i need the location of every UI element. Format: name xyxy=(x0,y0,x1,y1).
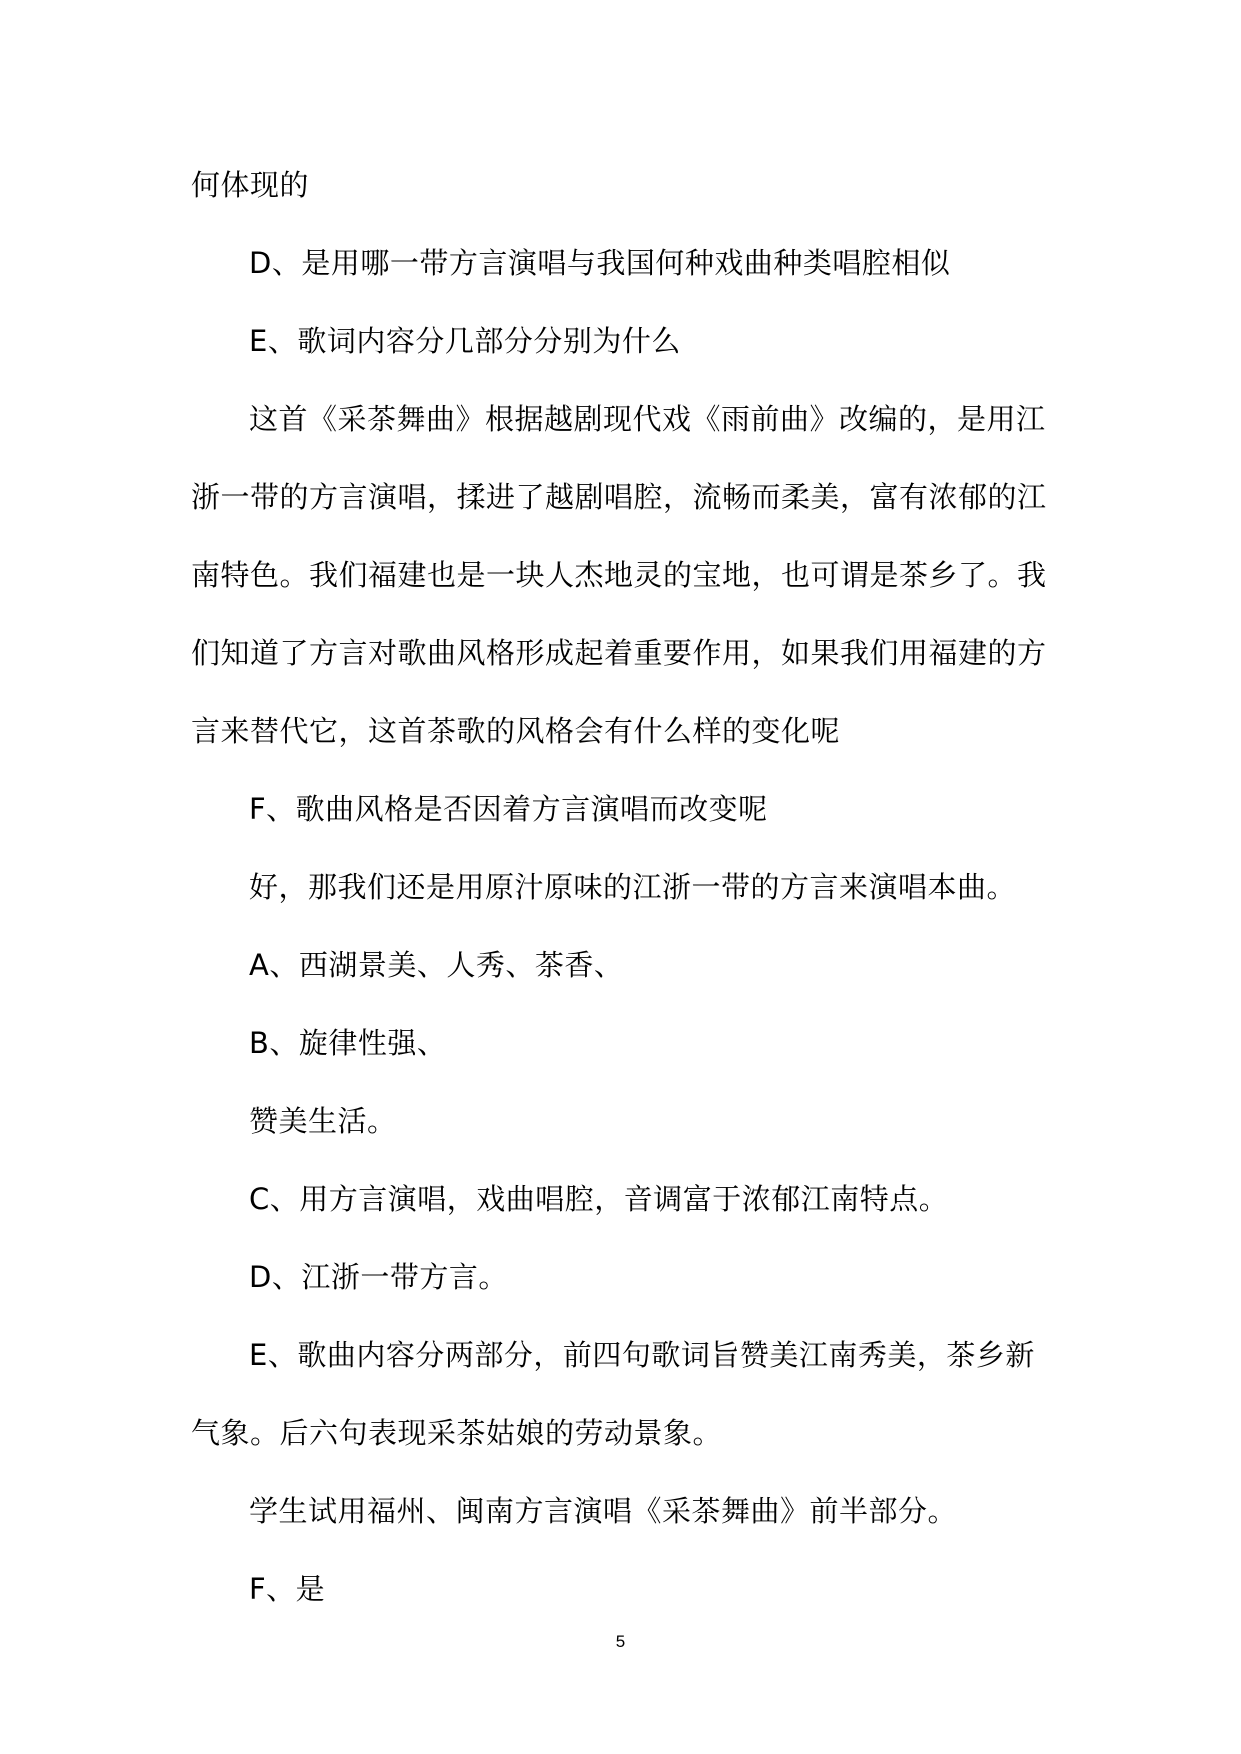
question-d: D、是用哪一带方言演唱与我国何种戏曲种类唱腔相似 xyxy=(249,246,951,280)
answer-e: E、歌曲内容分两部分，前四句歌词旨赞美江南秀美，茶乡新气象。后六句表现采茶姑娘的劳动景象。 xyxy=(191,1338,1035,1450)
paragraph-continuation: 何体现的 xyxy=(191,168,310,202)
question-e: E、歌词内容分几部分分别为什么 xyxy=(249,324,681,358)
answer-f: F、是 xyxy=(249,1572,326,1606)
answer-d: D、江浙一带方言。 xyxy=(249,1260,508,1294)
answer-a: A、西湖景美、人秀、茶香、 xyxy=(249,948,624,982)
question-f: F、歌曲风格是否因着方言演唱而改变呢 xyxy=(249,792,768,826)
body-text xyxy=(191,146,1061,1628)
paragraph-transition: 好，那我们还是用原汁原味的江浙一带的方言来演唱本曲。 xyxy=(249,870,1017,904)
paragraph-intro: 这首《采茶舞曲》根据越剧现代戏《雨前曲》改编的，是用江浙一带的方言演唱，揉进了越剧唱腔，流畅而柔美，富有浓郁的江南特色。我们福建也是一块人杰地灵的宝地，也可谓是茶乡了。我们知道了方言对歌曲风格形成起着重要作用，如果我们用福建的方言来替代它，这首茶歌的风格会有什么样的变化呢 xyxy=(191,402,1047,748)
answer-b: B、旋律性强、 xyxy=(249,1026,447,1060)
paragraph-student-activity: 学生试用福州、闽南方言演唱《采茶舞曲》前半部分。 xyxy=(249,1494,958,1528)
answer-b-continued: 赞美生活。 xyxy=(249,1104,397,1138)
page-number: 5 xyxy=(615,1632,626,1651)
answer-c: C、用方言演唱，戏曲唱腔，音调富于浓郁江南特点。 xyxy=(249,1182,949,1216)
